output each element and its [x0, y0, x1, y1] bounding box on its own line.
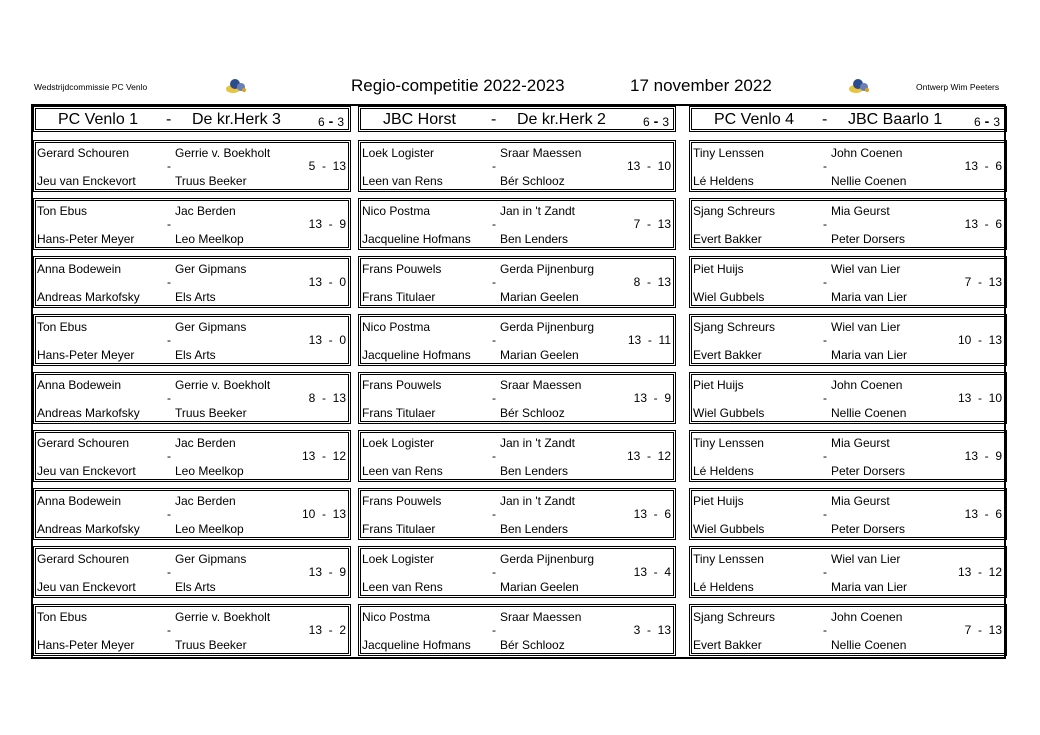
away-player-2: Ben Lenders	[500, 232, 569, 246]
home-player-1: Frans Pouwels	[362, 262, 442, 276]
away-player-1: Ger Gipmans	[175, 262, 247, 276]
away-player-2: Bér Schlooz	[500, 638, 565, 652]
away-player-2: Els Arts	[175, 348, 216, 362]
home-player-2: Leen van Rens	[362, 464, 443, 478]
home-player-2: Evert Bakker	[693, 638, 762, 652]
away-player-2: Bér Schlooz	[500, 406, 565, 420]
home-player-2: Lé Heldens	[693, 464, 754, 478]
away-player-2: Nellie Coenen	[831, 638, 907, 652]
match-separator: -	[823, 623, 827, 637]
match-separator: -	[167, 507, 171, 521]
match-row	[33, 256, 351, 308]
team-score-away: 3	[337, 115, 344, 129]
match-separator: -	[492, 333, 496, 347]
home-player-2: Wiel Gubbels	[693, 406, 765, 420]
home-player-2: Andreas Markofsky	[37, 406, 140, 420]
column-header	[33, 106, 351, 132]
home-player-2: Jeu van Enckevort	[37, 464, 136, 478]
boules-logo-icon	[226, 78, 248, 94]
away-player-1: Wiel van Lier	[831, 320, 901, 334]
match-separator: -	[823, 275, 827, 289]
home-player-1: Sjang Schreurs	[693, 204, 776, 218]
home-player-2: Hans-Peter Meyer	[37, 638, 135, 652]
away-player-2: Maria van Lier	[831, 580, 908, 594]
match-score: 3 - 13	[633, 623, 671, 637]
match-row	[358, 430, 676, 482]
away-player-1: Gerda Pijnenburg	[500, 262, 595, 276]
match-score: 10 - 13	[957, 333, 1002, 347]
match-row	[689, 372, 1007, 424]
home-player-1: Loek Logister	[362, 436, 435, 450]
away-player-2: Marian Geelen	[500, 348, 579, 362]
match-row	[689, 488, 1007, 540]
match-score: 13 - 0	[308, 275, 346, 289]
away-player-1: Sraar Maessen	[500, 146, 582, 160]
home-player-1: Tiny Lenssen	[693, 552, 764, 566]
home-player-1: Gerard Schouren	[37, 552, 130, 566]
away-player-1: Sraar Maessen	[500, 378, 582, 392]
match-score: 13 - 12	[957, 565, 1002, 579]
away-player-2: Peter Dorsers	[831, 464, 906, 478]
home-player-1: Tiny Lenssen	[693, 436, 764, 450]
home-player-1: Tiny Lenssen	[693, 146, 764, 160]
away-player-2: Nellie Coenen	[831, 174, 907, 188]
home-player-1: Gerard Schouren	[37, 146, 130, 160]
match-separator: -	[167, 391, 171, 405]
match-score: 13 - 12	[301, 449, 346, 463]
away-player-2: Maria van Lier	[831, 290, 908, 304]
home-player-2: Hans-Peter Meyer	[37, 232, 135, 246]
match-score: 13 - 9	[633, 391, 671, 405]
home-player-2: Evert Bakker	[693, 348, 762, 362]
home-player-1: Nico Postma	[362, 610, 431, 624]
match-separator: -	[492, 275, 496, 289]
event-date: 17 november 2022	[630, 76, 772, 95]
match-row	[33, 604, 351, 656]
match-row	[689, 140, 1007, 192]
match-column	[689, 106, 1007, 657]
away-player-1: Sraar Maessen	[500, 610, 582, 624]
away-player-1: Jan in 't Zandt	[500, 494, 575, 508]
team-score-separator: -	[653, 113, 659, 129]
home-team-name: PC Venlo 4	[714, 111, 795, 128]
away-player-2: Els Arts	[175, 580, 216, 594]
match-row	[358, 140, 676, 192]
match-row	[358, 372, 676, 424]
match-row	[689, 604, 1007, 656]
home-player-1: Frans Pouwels	[362, 378, 442, 392]
home-player-2: Lé Heldens	[693, 580, 754, 594]
home-player-1: Gerard Schouren	[37, 436, 130, 450]
away-player-2: Nellie Coenen	[831, 406, 907, 420]
match-separator: -	[167, 623, 171, 637]
away-player-1: Jan in 't Zandt	[500, 204, 575, 218]
match-score: 13 - 6	[964, 159, 1002, 173]
match-score: 13 - 4	[633, 565, 671, 579]
home-player-1: Frans Pouwels	[362, 494, 442, 508]
team-score	[318, 113, 344, 129]
home-player-2: Jacqueline Hofmans	[362, 232, 471, 246]
match-row	[33, 372, 351, 424]
column-header	[358, 106, 676, 132]
match-separator: -	[167, 275, 171, 289]
away-player-1: Ger Gipmans	[175, 552, 247, 566]
match-separator: -	[823, 333, 827, 347]
home-player-1: Piet Huijs	[693, 262, 744, 276]
home-player-1: Sjang Schreurs	[693, 320, 776, 334]
match-row	[33, 198, 351, 250]
match-row	[358, 198, 676, 250]
match-row	[358, 256, 676, 308]
match-separator: -	[492, 391, 496, 405]
away-player-1: John Coenen	[831, 378, 903, 392]
column-header	[689, 106, 1007, 132]
match-separator: -	[823, 391, 827, 405]
match-score: 5 - 13	[308, 159, 346, 173]
home-player-1: Nico Postma	[362, 320, 431, 334]
away-player-1: John Coenen	[831, 146, 903, 160]
home-player-2: Hans-Peter Meyer	[37, 348, 135, 362]
match-separator: -	[492, 449, 496, 463]
match-separator: -	[167, 449, 171, 463]
home-player-1: Piet Huijs	[693, 494, 744, 508]
match-score: 8 - 13	[308, 391, 346, 405]
match-score: 13 - 6	[633, 507, 671, 521]
away-player-1: Gerda Pijnenburg	[500, 552, 595, 566]
home-player-2: Leen van Rens	[362, 174, 443, 188]
team-separator: -	[166, 111, 172, 128]
away-player-2: Truus Beeker	[175, 406, 247, 420]
match-separator: -	[167, 333, 171, 347]
home-player-2: Evert Bakker	[693, 232, 762, 246]
match-score: 13 - 9	[964, 449, 1002, 463]
team-score-separator: -	[984, 113, 990, 129]
home-player-1: Nico Postma	[362, 204, 431, 218]
home-player-2: Lé Heldens	[693, 174, 754, 188]
match-separator: -	[492, 565, 496, 579]
match-score: 13 - 0	[308, 333, 346, 347]
team-score-home: 6	[317, 115, 325, 129]
away-player-2: Leo Meelkop	[175, 232, 244, 246]
home-player-2: Wiel Gubbels	[693, 290, 765, 304]
team-separator: -	[491, 111, 497, 128]
match-column	[358, 106, 676, 657]
match-score: 13 - 6	[964, 217, 1002, 231]
match-separator: -	[823, 507, 827, 521]
match-row	[689, 430, 1007, 482]
away-player-2: Marian Geelen	[500, 580, 579, 594]
match-score: 13 - 11	[627, 333, 671, 347]
away-player-1: Gerda Pijnenburg	[500, 320, 595, 334]
home-player-2: Jacqueline Hofmans	[362, 638, 471, 652]
match-separator: -	[492, 159, 496, 173]
away-team-name: JBC Baarlo 1	[848, 111, 943, 128]
team-score-home: 6	[973, 115, 981, 129]
home-player-1: Ton Ebus	[37, 204, 88, 218]
match-separator: -	[823, 217, 827, 231]
home-team-name: PC Venlo 1	[58, 111, 139, 128]
away-player-1: Jac Berden	[175, 494, 236, 508]
home-player-1: Anna Bodewein	[37, 262, 122, 276]
match-score: 13 - 12	[626, 449, 671, 463]
home-player-2: Frans Titulaer	[362, 406, 436, 420]
away-player-1: Gerrie v. Boekholt	[175, 146, 271, 160]
match-separator: -	[492, 623, 496, 637]
match-separator: -	[167, 159, 171, 173]
away-player-2: Truus Beeker	[175, 174, 247, 188]
match-column	[33, 106, 351, 657]
team-score-home: 6	[642, 115, 650, 129]
match-score: 7 - 13	[964, 623, 1002, 637]
home-player-1: Loek Logister	[362, 552, 435, 566]
match-row	[358, 604, 676, 656]
match-score: 13 - 6	[964, 507, 1002, 521]
organizer-label: Wedstrijdcommissie PC Venlo	[34, 82, 148, 92]
page-title: Regio-competitie 2022-2023	[351, 76, 565, 95]
match-score: 13 - 2	[308, 623, 346, 637]
home-player-2: Jeu van Enckevort	[37, 580, 136, 594]
home-player-2: Jeu van Enckevort	[37, 174, 136, 188]
home-player-1: Loek Logister	[362, 146, 435, 160]
away-player-2: Ben Lenders	[500, 522, 569, 536]
away-player-2: Peter Dorsers	[831, 522, 906, 536]
match-score: 13 - 10	[626, 159, 671, 173]
away-player-2: Bér Schlooz	[500, 174, 565, 188]
team-score-separator: -	[328, 113, 334, 129]
away-team-name: De kr.Herk 3	[192, 111, 281, 128]
home-player-1: Piet Huijs	[693, 378, 744, 392]
home-player-1: Ton Ebus	[37, 320, 88, 334]
match-score: 13 - 9	[308, 565, 346, 579]
match-score: 13 - 9	[308, 217, 346, 231]
away-team-name: De kr.Herk 2	[517, 111, 606, 128]
home-player-2: Frans Titulaer	[362, 290, 436, 304]
match-score: 7 - 13	[964, 275, 1002, 289]
match-score: 13 - 10	[957, 391, 1002, 405]
home-player-1: Anna Bodewein	[37, 494, 122, 508]
match-separator: -	[492, 507, 496, 521]
match-row	[689, 256, 1007, 308]
home-player-1: Anna Bodewein	[37, 378, 122, 392]
match-row	[358, 314, 676, 366]
match-row	[689, 198, 1007, 250]
away-player-1: Mia Geurst	[831, 204, 890, 218]
home-player-2: Frans Titulaer	[362, 522, 436, 536]
match-row	[33, 314, 351, 366]
match-separator: -	[167, 217, 171, 231]
home-player-1: Ton Ebus	[37, 610, 88, 624]
away-player-2: Maria van Lier	[831, 348, 908, 362]
match-row	[33, 140, 351, 192]
match-row	[689, 546, 1007, 598]
away-player-1: Jan in 't Zandt	[500, 436, 575, 450]
match-separator: -	[823, 159, 827, 173]
home-player-1: Sjang Schreurs	[693, 610, 776, 624]
match-row	[358, 488, 676, 540]
match-row	[33, 488, 351, 540]
away-player-2: Leo Meelkop	[175, 522, 244, 536]
team-score-away: 3	[993, 115, 1000, 129]
match-row	[33, 546, 351, 598]
home-player-2: Leen van Rens	[362, 580, 443, 594]
away-player-1: Jac Berden	[175, 204, 236, 218]
away-player-2: Els Arts	[175, 290, 216, 304]
away-player-1: Gerrie v. Boekholt	[175, 610, 271, 624]
away-player-1: Wiel van Lier	[831, 552, 901, 566]
designer-credit: Ontwerp Wim Peeters	[916, 82, 1000, 92]
match-row	[358, 546, 676, 598]
match-score: 10 - 13	[301, 507, 346, 521]
away-player-1: Wiel van Lier	[831, 262, 901, 276]
away-player-1: Mia Geurst	[831, 436, 890, 450]
match-separator: -	[823, 565, 827, 579]
away-player-2: Peter Dorsers	[831, 232, 906, 246]
away-player-2: Truus Beeker	[175, 638, 247, 652]
boules-logo-icon	[849, 78, 871, 94]
home-team-name: JBC Horst	[383, 111, 456, 128]
match-separator: -	[167, 565, 171, 579]
match-score: 8 - 13	[633, 275, 671, 289]
home-player-2: Andreas Markofsky	[37, 290, 140, 304]
home-player-2: Wiel Gubbels	[693, 522, 765, 536]
away-player-2: Marian Geelen	[500, 290, 579, 304]
away-player-2: Ben Lenders	[500, 464, 569, 478]
match-row	[689, 314, 1007, 366]
team-separator: -	[822, 111, 828, 128]
home-player-2: Andreas Markofsky	[37, 522, 140, 536]
team-score-away: 3	[662, 115, 669, 129]
match-separator: -	[492, 217, 496, 231]
match-separator: -	[823, 449, 827, 463]
home-player-2: Jacqueline Hofmans	[362, 348, 471, 362]
team-score	[974, 113, 1000, 129]
match-row	[33, 430, 351, 482]
match-score: 7 - 13	[633, 217, 671, 231]
away-player-1: Jac Berden	[175, 436, 236, 450]
away-player-1: Ger Gipmans	[175, 320, 247, 334]
away-player-1: John Coenen	[831, 610, 903, 624]
away-player-1: Mia Geurst	[831, 494, 890, 508]
team-score	[643, 113, 669, 129]
away-player-1: Gerrie v. Boekholt	[175, 378, 271, 392]
away-player-2: Leo Meelkop	[175, 464, 244, 478]
